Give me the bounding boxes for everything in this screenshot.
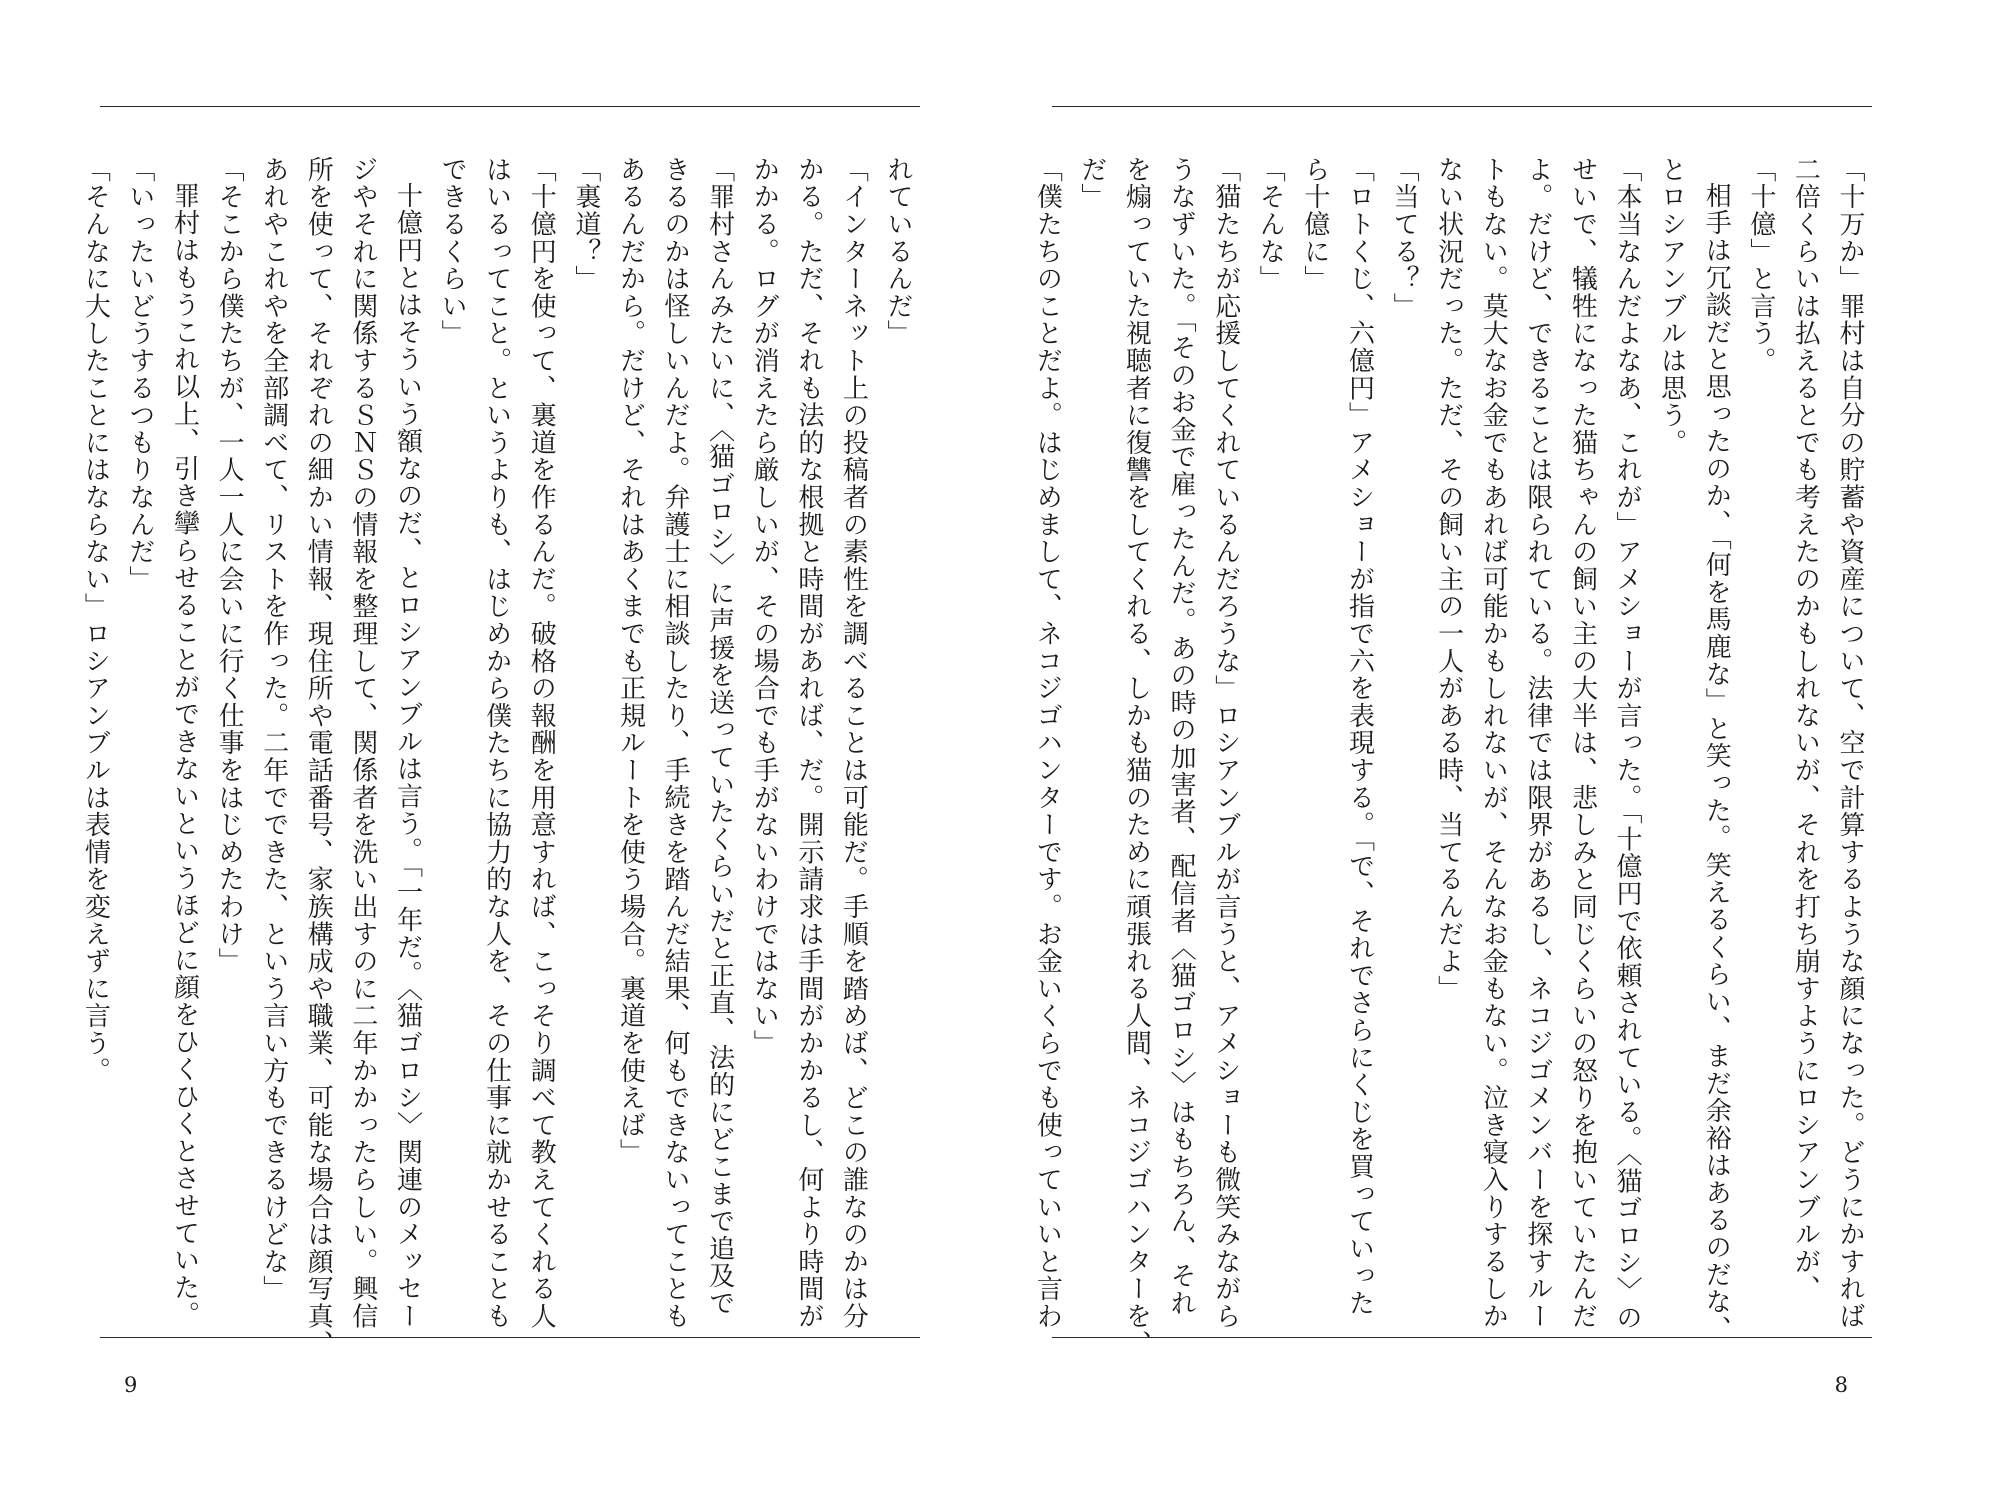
top-rule — [1052, 106, 1872, 107]
text-line: トもない。莫大なお金でもあれば可能かもしれないが、そんなお金もない。泣き寝入りするしか — [1478, 156, 1509, 1330]
text-line: 相手は冗談だと思ったのか、「何を馬鹿な」と笑った。笑えるくらい、まだ余裕はあるのだな、 — [1701, 182, 1732, 1343]
text-line: 「十億」と言う。 — [1745, 156, 1776, 375]
page-left — [80, 0, 920, 1503]
text-line: 「猫たちが応援してくれているんだろうな」ロシアンブルが言うと、アメショーも微笑みながら — [1210, 156, 1241, 1330]
text-line: 所を使って、それぞれの細かい情報、現住所や電話番号、家族構成や職業、可能な場合は顔写真、 — [303, 156, 334, 1358]
text-line: ジやそれに関係するＳＮＳの情報を整理して、関係者を洗い出すのに二年かかったらしい。興信 — [347, 156, 378, 1330]
page-number: 8 — [1834, 1373, 1848, 1397]
text-line: 「いったいどうするつもりなんだ」 — [124, 156, 155, 593]
text-line: あるんだから。だけど、それはあくまでも正規ルートを使う場合。裏道を使えば」 — [615, 156, 646, 1167]
text-line: 「僕たちのことだよ。はじめまして、ネコジゴハンターです。お金いくらでも使っていいと言わ — [1032, 156, 1063, 1330]
vertical-text-block — [80, 156, 920, 1358]
text-line: 「ロトくじ、六億円」アメショーが指で六を表現する。「で、それでさらにくじを買っていった — [1344, 156, 1375, 1317]
text-line: 「インターネット上の投稿者の素性を調べることは可能だ。手順を踏めば、どこの誰なのかは分 — [838, 156, 869, 1330]
text-line: 「そこから僕たちが、一人一人に会いに行く仕事をはじめたわけ」 — [214, 156, 245, 975]
text-line: れているんだ」 — [883, 156, 913, 348]
text-line: 「裏道？」 — [570, 156, 601, 293]
text-line: 十億円とはそういう額なのだ、とロシアンブルは言う。「一年だ。〈猫ゴロシ〉関連のメッセー — [392, 182, 423, 1330]
text-line: 「罪村さんみたいに、〈猫ゴロシ〉に声援を送っていたくらいだと正直、法的にどこまで追及で — [704, 156, 735, 1317]
text-line: できるくらい」 — [437, 156, 468, 348]
text-line: とロシアンブルは思う。 — [1656, 156, 1687, 457]
vertical-text-block — [1032, 156, 1872, 1358]
bottom-rule — [1052, 1337, 1872, 1338]
text-line: 「そんなに大したことにはならない」ロシアンブルは表情を変えずに言う。 — [80, 156, 111, 1085]
text-line: あれやこれやを全部調べて、リストを作った。二年でできた、という言い方もできるけどな」 — [258, 156, 289, 1303]
text-line: を煽っていた視聴者に復讐をしてくれる、しかも猫のために頑張れる人間、ネコジゴハンターを、 — [1121, 156, 1152, 1358]
text-line: はいるってこと。というよりも、はじめから僕たちに協力的な人を、その仕事に就かせることも — [481, 156, 512, 1330]
text-line: 「本当なんだよなあ、これが」アメショーが言った。「十億円で依頼されている。〈猫ゴロシ〉の — [1612, 156, 1643, 1332]
text-line: 二倍くらいは払えるとでも考えたのかもしれないが、それを打ち崩すようにロシアンブルが、 — [1790, 156, 1821, 1303]
text-line: 罪村はもうこれ以上、引き攣らせることができないというほどに顔をひくひくとさせていた。 — [169, 182, 200, 1329]
text-line: かかる。ログが消えたら厳しいが、その場合でも手がないわけではない」 — [749, 156, 780, 1057]
text-line: 「そんな」 — [1255, 156, 1286, 293]
text-line: きるのかは怪しいんだよ。弁護士に相談したり、手続きを踏んだ結果、何もできないってことも — [660, 156, 691, 1330]
text-line: 「十万か」罪村は自分の貯蓄や資産について、空で計算するような顔になった。どうにかすれば — [1835, 156, 1865, 1330]
text-line: かる。ただ、それも法的な根拠と時間があれば、だ。開示請求は手間がかかるし、何より時間が — [793, 156, 824, 1330]
page-right — [1032, 0, 1872, 1503]
text-line: ら十億に」 — [1299, 156, 1330, 293]
bottom-rule — [100, 1337, 920, 1338]
text-line: うなずいた。「そのお金で雇ったんだ。あの時の加害者、配信者〈猫ゴロシ〉はもちろん、それ — [1166, 156, 1197, 1317]
text-line: だ」 — [1076, 156, 1107, 211]
text-line: 「当てる？」 — [1389, 156, 1420, 320]
text-line: よ。だけど、できることは限られている。法律では限界があるし、ネコジゴメンバーを探すルー — [1522, 156, 1553, 1330]
text-line: 「十億円を使って、裏道を作るんだ。破格の報酬を用意すれば、こっそり調べて教えてくれる人 — [526, 156, 557, 1330]
text-line: ない状況だった。ただ、その飼い主の一人がある時、当てるんだよ」 — [1433, 156, 1464, 1003]
page-number: 9 — [124, 1373, 138, 1397]
text-line: せいで、犠牲になった猫ちゃんの飼い主の大半は、悲しみと同じくらいの怒りを抱いていたんだ — [1567, 156, 1598, 1330]
top-rule — [100, 106, 920, 107]
